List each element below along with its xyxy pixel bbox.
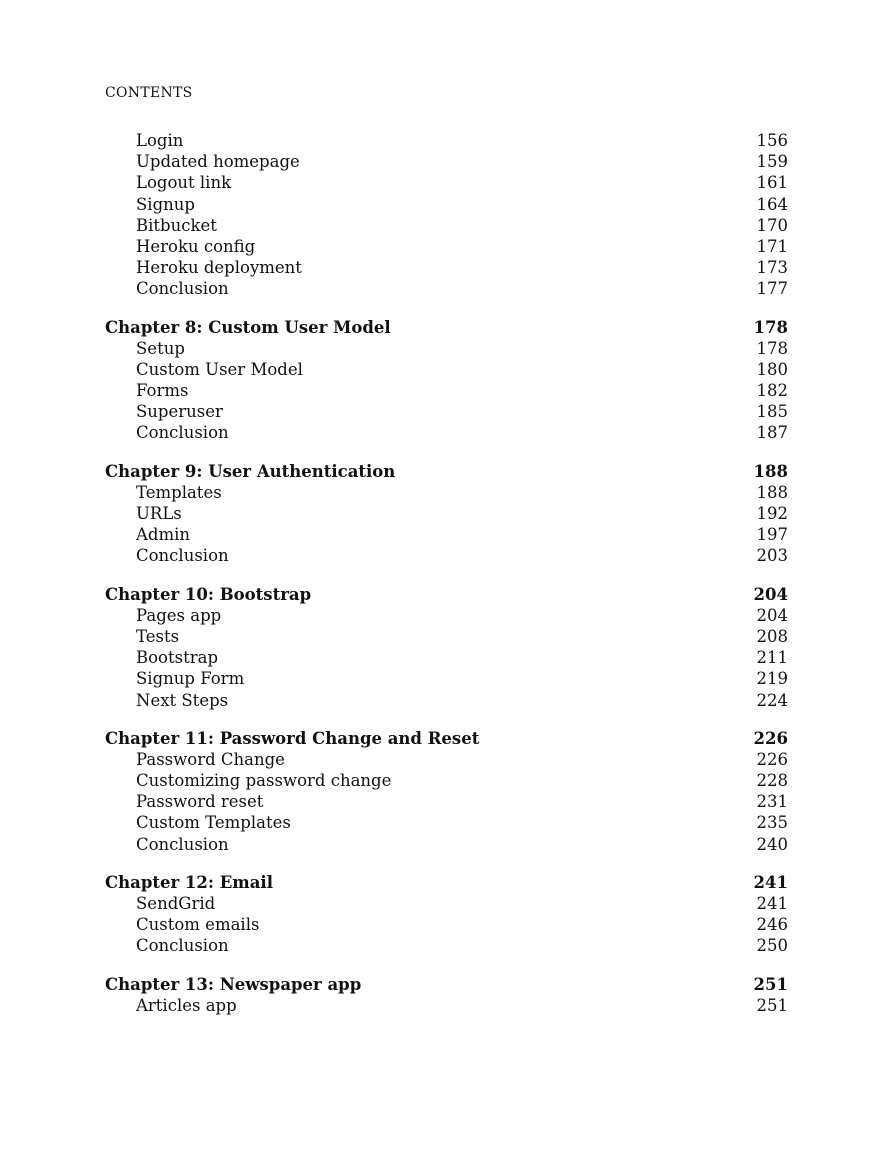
- page-number: 231: [756, 792, 788, 812]
- page-number: 177: [756, 279, 788, 299]
- page-number: 241: [756, 894, 788, 913]
- section-title: Setup: [136, 338, 185, 358]
- toc-section-entry[interactable]: [105, 482, 788, 503]
- toc-chapter-entry[interactable]: [105, 872, 788, 893]
- toc-section-entry[interactable]: [105, 812, 788, 833]
- contents-page: [105, 84, 788, 1033]
- page-number: 211: [756, 648, 788, 668]
- toc-group: [105, 461, 788, 567]
- page-number: 164: [756, 194, 788, 214]
- toc-chapter-entry[interactable]: [105, 584, 788, 605]
- section-title: Templates: [136, 482, 222, 502]
- toc-section-entry[interactable]: [105, 236, 788, 257]
- section-title: Conclusion: [136, 546, 229, 566]
- page-number: 251: [756, 995, 788, 1015]
- section-title: Heroku deployment: [136, 258, 302, 278]
- toc-section-entry[interactable]: [105, 647, 788, 668]
- section-title: Signup Form: [136, 669, 245, 689]
- section-title: Tests: [136, 626, 180, 646]
- section-title: Conclusion: [136, 279, 229, 299]
- toc-section-entry[interactable]: [105, 278, 788, 299]
- toc-group: [105, 317, 788, 444]
- toc-section-entry[interactable]: [105, 359, 788, 380]
- page-number: 241: [753, 872, 788, 892]
- toc-section-entry[interactable]: [105, 935, 788, 956]
- section-title: Bitbucket: [136, 215, 217, 235]
- toc-section-entry[interactable]: [105, 215, 788, 236]
- section-title: Superuser: [136, 402, 223, 422]
- running-header: CONTENTS: [105, 85, 193, 101]
- toc-section-entry[interactable]: [105, 194, 788, 215]
- page-number: 204: [756, 605, 788, 625]
- page-number: 226: [756, 749, 788, 769]
- page-number: 161: [756, 173, 788, 193]
- page-number: 251: [753, 974, 788, 994]
- toc-section-entry[interactable]: [105, 690, 788, 711]
- page-number: 203: [756, 546, 788, 566]
- page-number: 178: [756, 338, 788, 358]
- toc-section-entry[interactable]: [105, 257, 788, 278]
- section-title: Conclusion: [136, 834, 229, 854]
- section-title: Next Steps: [136, 690, 229, 710]
- page-number: 219: [756, 669, 788, 689]
- page-number: 159: [756, 152, 788, 172]
- page-number: 156: [756, 131, 788, 150]
- section-title: Custom Templates: [136, 813, 291, 833]
- section-title: Logout link: [136, 173, 232, 193]
- section-title: Updated homepage: [136, 152, 300, 172]
- toc-section-entry[interactable]: [105, 834, 788, 855]
- page-number: 185: [756, 402, 788, 422]
- page-number: 192: [756, 504, 788, 523]
- toc-group: [105, 872, 788, 957]
- section-title: Conclusion: [136, 936, 229, 956]
- toc-section-entry[interactable]: [105, 130, 788, 151]
- section-title: Password reset: [136, 792, 264, 812]
- page-number: 204: [753, 584, 788, 604]
- section-title: SendGrid: [136, 894, 216, 913]
- chapter-title: Chapter 8: Custom User Model: [105, 317, 391, 337]
- page-number: 208: [756, 626, 788, 646]
- chapter-title: Chapter 11: Password Change and Reset: [105, 728, 480, 748]
- toc-section-entry[interactable]: [105, 401, 788, 422]
- page-number: 182: [756, 381, 788, 401]
- section-title: Admin: [136, 525, 191, 545]
- page-number: 246: [756, 915, 788, 935]
- chapter-title: Chapter 9: User Authentication: [105, 461, 396, 481]
- page-number: 171: [756, 236, 788, 256]
- page-number: 180: [756, 359, 788, 379]
- toc-chapter-entry[interactable]: [105, 728, 788, 749]
- section-title: Pages app: [136, 605, 222, 625]
- page-number: 187: [756, 423, 788, 443]
- toc-chapter-entry[interactable]: [105, 461, 788, 482]
- section-title: Custom User Model: [136, 359, 303, 379]
- page-number: 178: [753, 317, 788, 337]
- section-title: Heroku config: [136, 236, 256, 256]
- page-number: 173: [756, 258, 788, 278]
- section-title: Login: [136, 131, 184, 150]
- toc-section-entry[interactable]: [105, 995, 788, 1016]
- toc-section-entry[interactable]: [105, 770, 788, 791]
- chapter-title: Chapter 10: Bootstrap: [105, 584, 312, 604]
- toc-group: [105, 584, 788, 711]
- toc-section-entry[interactable]: [105, 422, 788, 443]
- section-title: Conclusion: [136, 423, 229, 443]
- page-number: 235: [756, 813, 788, 833]
- section-title: Forms: [136, 381, 189, 401]
- page-number: 226: [753, 728, 788, 748]
- toc-section-entry[interactable]: [105, 545, 788, 566]
- toc-section-entry[interactable]: [105, 151, 788, 172]
- toc-group: [105, 728, 788, 855]
- toc-section-entry[interactable]: [105, 914, 788, 935]
- page-number: 224: [756, 690, 788, 710]
- section-title: Articles app: [136, 995, 237, 1015]
- section-title: Bootstrap: [136, 648, 219, 668]
- chapter-title: Chapter 12: Email: [105, 872, 273, 892]
- toc-section-entry[interactable]: [105, 380, 788, 401]
- toc-section-entry[interactable]: [105, 893, 788, 914]
- page-number: 250: [756, 936, 788, 956]
- page-number: 170: [756, 215, 788, 235]
- chapter-title: Chapter 13: Newspaper app: [105, 974, 362, 994]
- toc-section-entry[interactable]: [105, 791, 788, 812]
- section-title: URLs: [136, 504, 182, 523]
- toc-chapter-entry[interactable]: [105, 974, 788, 995]
- toc-section-entry[interactable]: [105, 172, 788, 193]
- toc-group: [105, 130, 788, 300]
- table-of-contents: [105, 130, 788, 1016]
- section-title: Signup: [136, 194, 195, 214]
- section-title: Password Change: [136, 749, 285, 769]
- toc-section-entry[interactable]: [105, 668, 788, 689]
- page-number: 240: [756, 834, 788, 854]
- page-number: 228: [756, 771, 788, 791]
- page-number: 197: [756, 525, 788, 545]
- section-title: Customizing password change: [136, 771, 392, 791]
- toc-group: [105, 974, 788, 1016]
- page-number: 188: [753, 461, 788, 481]
- section-title: Custom emails: [136, 915, 260, 935]
- toc-section-entry[interactable]: [105, 626, 788, 647]
- toc-chapter-entry[interactable]: [105, 317, 788, 338]
- page-number: 188: [756, 482, 788, 502]
- toc-section-entry[interactable]: [105, 749, 788, 770]
- toc-section-entry[interactable]: [105, 338, 788, 359]
- toc-section-entry[interactable]: [105, 605, 788, 626]
- toc-section-entry[interactable]: [105, 524, 788, 545]
- toc-section-entry[interactable]: [105, 503, 788, 524]
